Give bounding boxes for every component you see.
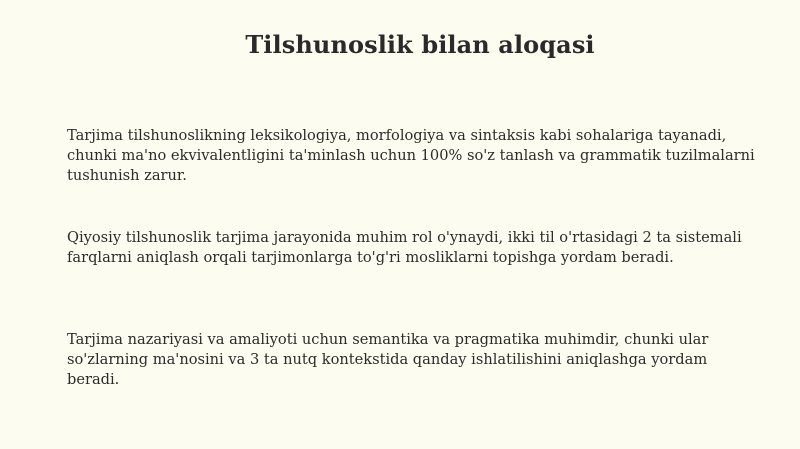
- paragraph-lexicology: Tarjima tilshunoslikning leksikologiya, morfologiya va sintaksis kabi sohalariga tayanadi, chunki ma'no ekvivalentligini ta'minlash uchun 100% so'z tanlash va grammatik tuzilmalarni tushunish zarur.: [67, 127, 755, 184]
- paragraph-semantics-pragmatics: Tarjima nazariyasi va amaliyoti uchun semantika va pragmatika muhimdir, chunki ular so'zlarning ma'nosini va 3 ta nutq kontekstida qanday ishlatilishini aniqlashga yordam beradi.: [67, 331, 709, 388]
- slide-title: Tilshunoslik bilan aloqasi: [245, 30, 595, 59]
- paragraph-comparative-linguistics: Qiyosiy tilshunoslik tarjima jarayonida muhim rol o'ynaydi, ikki til o'rtasidagi 2 ta sistemali farqlarni aniqlash orqali tarjimonlarga to'g'ri mosliklarni topishga yordam beradi.: [67, 229, 742, 266]
